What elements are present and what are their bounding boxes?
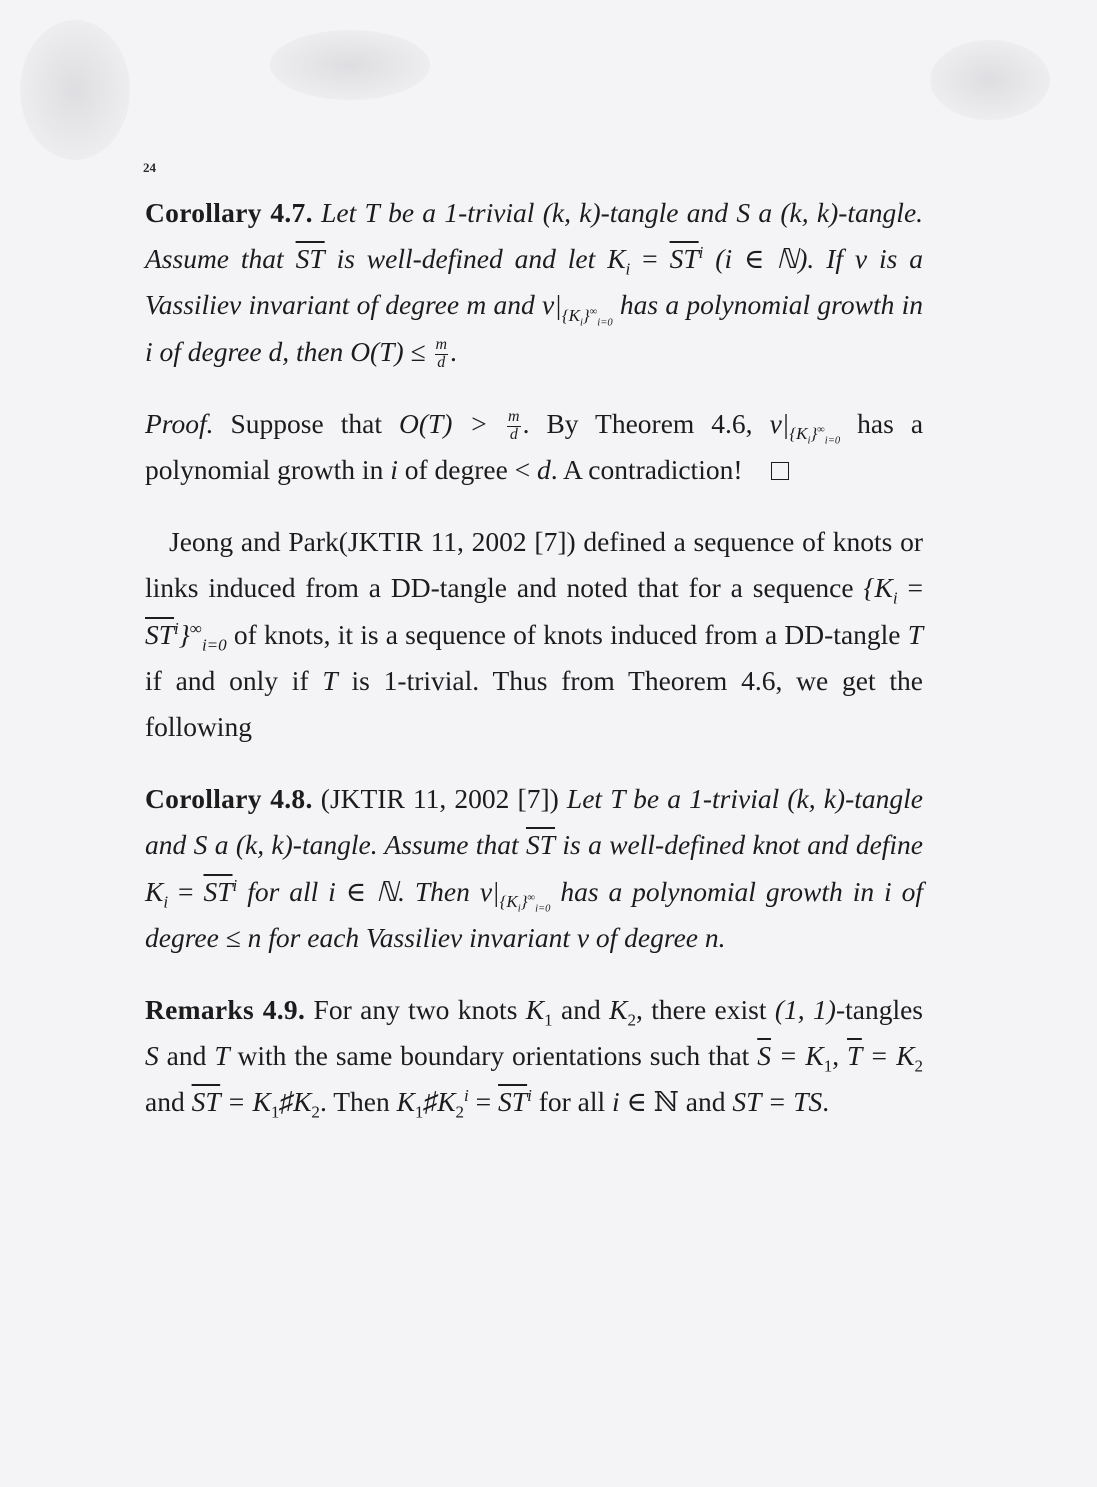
- fraction-m-over-d: $\frac{m}{d}$: [508, 408, 520, 443]
- page-body: [145, 190, 923, 1126]
- proof-4-7: Proof. Suppose that O(T) > $\frac{m}{d}$ . By Theorem 4.6, $v|_{\{K_i\}^\infty_{i=0}}$ has a polynomial growth in i of degree < d. A contradiction!: [145, 407, 924, 486]
- proof-label: Proof.: [145, 407, 214, 439]
- corollary-4-8: Corollary 4.8. (JKTIR 11, 2002 [7]) Let T be a 1-trivial (k, k)-tangle and S a (k, k)-tangle. Assume that $\overline{ST}$ is a well-defined knot and define $K_i = \overline{ST}^i$ for all i ∈ ℕ. Then $v|_{\{K_i\}^\infty_{i=0}}$ has a polynomial growth in i of degree ≤ n for each Vassiliev invariant v of degree n.: [145, 783, 924, 953]
- corollary-4-7: Corollary 4.7. Let T be a 1-trivial (k, k)-tangle and S a (k, k)-tangle. Assume that $\overline{ST}$ is well-defined and let $K_i = \overline{ST}^i$ (i ∈ ℕ). If v is a Vassiliev invariant of degree m and $v|_{\{K_i\}^\infty_{i=0}}$ has a polynomial growth in i of degree d, then O(T) ≤ $\frac{m}{d}$ .: [145, 197, 924, 371]
- page-number: 24: [143, 160, 156, 175]
- remarks-label: Remarks 4.9.: [145, 994, 306, 1026]
- fraction-m-over-d: $\frac{m}{d}$: [435, 336, 448, 371]
- scan-noise: [20, 20, 130, 160]
- body-paragraph: Jeong and Park(JKTIR 11, 2002 [7]) defined a sequence of knots or links induced from a DD-tangle and noted that for a sequence $\{K_i = \overline{ST}^i\}^\infty_{i=0}$ of knots, it is a sequence of knots induced from a DD-tangle T if and only if T is 1-trivial. Thus from Theorem 4.6, we get the following: [145, 526, 924, 743]
- corollary-label: Corollary 4.7.: [145, 197, 313, 228]
- qed-square-icon: [771, 462, 789, 480]
- scan-noise: [930, 40, 1050, 120]
- scan-noise: [270, 30, 430, 100]
- corollary-label: Corollary 4.8.: [145, 783, 313, 815]
- remarks-4-9: Remarks 4.9. For any two knots $K_1$ and $K_2$, there exist (1, 1)-tangles S and T with the same boundary orientations such that $\overline{S} = K_1$, $\overline{T} = K_2$ and $\overline{ST}$ = $K_1♯K_2$. Then $K_1♯K_2^i = \overline{ST}^i$ for all i ∈ ℕ and ST = TS.: [145, 994, 924, 1122]
